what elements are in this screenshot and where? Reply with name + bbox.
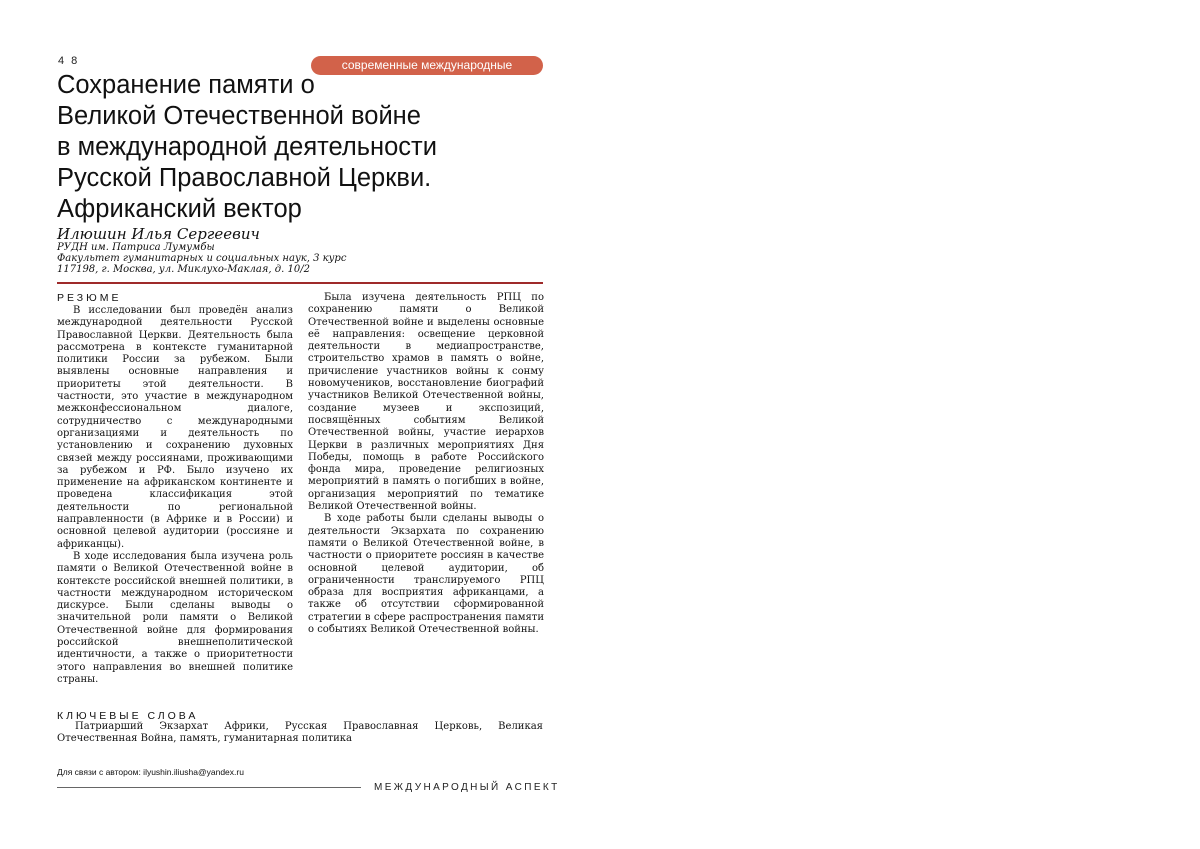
abstract-paragraph: Была изучена деятельность РПЦ по сохранению памяти о Великой Отечественной войне и выделены основные её направления: освещение церковной деятельности в медиапространстве, строительство храмов в память о войне, причисление участников войны к сонму новомучеников, восстановление биографий участников Великой Отечественной войны, создание музеев и экспозиций, посвящённых событиям Великой Отечественной войны, участие иерархов Церкви в различных мероприятиях Дня Победы, помощь в работе Российского фонда мира, проведение религиозных мероприятий в память о погибших в войне, организация мероприятий по тематике Великой Отечественной войны.: [308, 292, 544, 513]
page-number: 4 8: [58, 55, 80, 67]
abstract-paragraph: В ходе исследования была изучена роль памяти о Великой Отечественной войне в контексте российской внешней политики, в частности международном историческом дискурсе. Были сделаны выводы о значительной роли памяти о Великой Отечественной войне для формирования российской внешнеполитической идентичности, а также о приоритетности этого направления во внешней политике страны.: [57, 550, 293, 685]
title-line: Великой Отечественной войне: [57, 102, 421, 130]
journal-section-label: МЕЖДУНАРОДНЫЙ АСПЕКТ: [374, 782, 560, 793]
keywords-text: Патриарший Экзархат Африки, Русская Православная Церковь, Великая Отечественная Война, память, гуманитарная политика: [57, 721, 543, 745]
keywords-label: КЛЮЧЕВЫЕ СЛОВА: [57, 710, 199, 722]
author-affiliation: [57, 242, 537, 275]
title-line: Русской Православной Церкви.: [57, 164, 432, 192]
article-title: [57, 70, 537, 225]
affiliation-line: 117198, г. Москва, ул. Миклухо-Маклая, д. 10/2: [57, 264, 310, 275]
abstract-label: РЕЗЮМЕ: [57, 292, 122, 304]
abstract-column-right: [308, 292, 544, 636]
section-tag: современные международные отношения: [311, 56, 543, 75]
footer-divider: [57, 787, 361, 788]
affiliation-line: РУДН им. Патриса Лумумбы: [57, 242, 215, 253]
title-line: Сохранение памяти о: [57, 71, 315, 99]
abstract-paragraph: В исследовании был проведён анализ международной деятельности Русской Православной Церкви. Деятельность была рассмотрена в контексте гуманитарной политики России за рубежом. Были выявлены основные направления и приоритеты этой деятельности. В частности, это участие в международном межконфессиональном диалоге, сотрудничество с международными организациями и деятельность по установлению и сохранению духовных связей между россиянами, проживающими за рубежом и РФ. Было изучено их применение на африканском континенте и проведена классификация этой деятельности по региональной направленности (в Африке и в России) и основной целевой аудитории (россияне и африканцы).: [57, 305, 293, 550]
title-line: в международной деятельности: [57, 133, 437, 161]
title-line: Африканский вектор: [57, 195, 302, 223]
title-divider: [57, 282, 543, 284]
abstract-paragraph: В ходе работы были сделаны выводы о деятельности Экзархата по сохранению памяти о Великой Отечественной войне, в частности о приоритете россиян в качестве основной целевой аудитории, об ограниченности транслируемого РПЦ образа для восприятия африканцами, а также об отсутствии сформированной стратегии в сфере распространения памяти о событиях Великой Отечественной войны.: [308, 513, 544, 636]
author-name: Илюшин Илья Сергеевич: [57, 225, 260, 243]
author-contact: Для связи с автором: ilyushin.iliusha@yandex.ru: [57, 767, 244, 777]
affiliation-line: Факультет гуманитарных и социальных наук, 3 курс: [57, 253, 347, 264]
abstract-column-left: [57, 305, 293, 686]
